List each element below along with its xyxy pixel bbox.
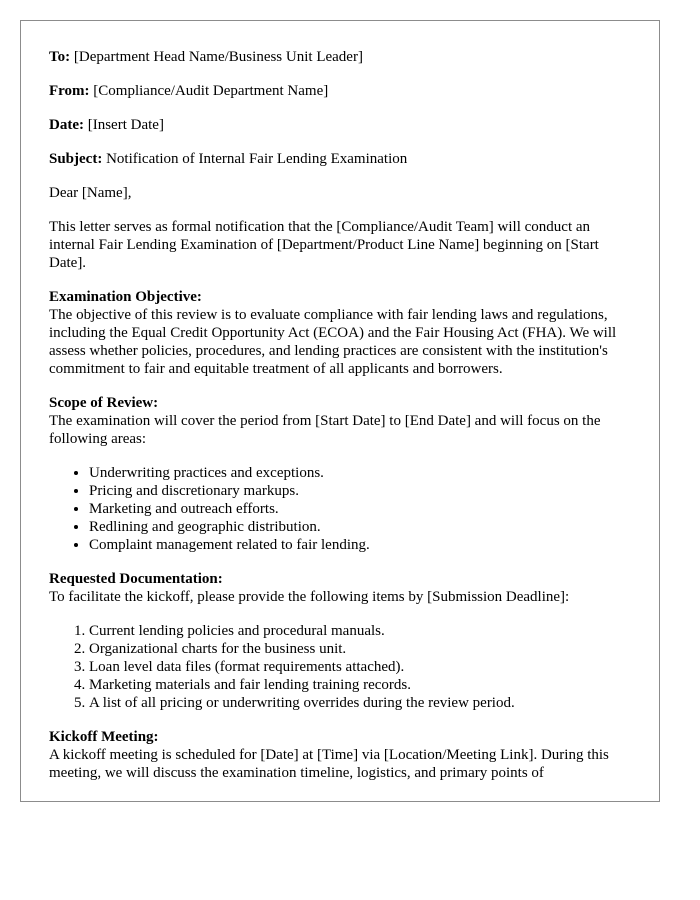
memo-date-line <box>49 116 631 134</box>
list-item: • Redlining and geographic distribution. <box>89 518 631 536</box>
list-item: 4. Marketing materials and fair lending training records. <box>89 676 631 694</box>
memo-from-line <box>49 82 631 100</box>
list-item: • Complaint management related to fair lending. <box>89 536 631 554</box>
memo-to-value: [Department Head Name/Business Unit Leader] <box>73 49 363 65</box>
letter-content <box>21 21 659 782</box>
intro-paragraph: This letter serves as formal notification that the [Compliance/Audit Team] will conduct an internal Fair Lending Examination of [Department/Product Line Name] beginning on [Start Date]. <box>49 219 599 271</box>
list-item: • Marketing and outreach efforts. <box>89 500 631 518</box>
documentation-section <box>49 570 631 606</box>
scope-list <box>49 464 631 554</box>
documentation-title: Requested Documentation: <box>49 571 223 587</box>
memo-to-label: To: <box>49 49 71 65</box>
kickoff-title: Kickoff Meeting: <box>49 729 159 745</box>
scope-title: Scope of Review: <box>49 395 159 411</box>
list-item: 2. Organizational charts for the business unit. <box>89 640 631 658</box>
memo-subject-value: Notification of Internal Fair Lending Examination <box>106 151 408 167</box>
kickoff-text: A kickoff meeting is scheduled for [Date] at [Time] via [Location/Meeting Link]. During this meeting, we will discuss the examination timeline, logistics, and primary points of <box>49 747 609 781</box>
list-item: • Underwriting practices and exceptions. <box>89 464 631 482</box>
objective-title: Examination Objective: <box>49 289 202 305</box>
objective-text: The objective of this review is to evaluate compliance with fair lending laws and regulations, including the Equal Credit Opportunity Act (ECOA) and the Fair Housing Act (FHA). We will assess whether policies, procedures, and lending practices are consistent with the institution's commitment to fair and equitable treatment of all applicants and borrowers. <box>49 307 617 377</box>
list-item: 1. Current lending policies and procedural manuals. <box>89 622 631 640</box>
memo-date-value: [Insert Date] <box>87 117 164 133</box>
memo-date-label: Date: <box>49 117 84 133</box>
memo-subject-line <box>49 150 631 168</box>
list-item: 5. A list of all pricing or underwriting overrides during the review period. <box>89 694 631 712</box>
memo-from-value: [Compliance/Audit Department Name] <box>93 83 329 99</box>
documentation-list <box>49 622 631 712</box>
memo-subject-label: Subject: <box>49 151 103 167</box>
scope-section <box>49 394 631 448</box>
memo-from-label: From: <box>49 83 90 99</box>
kickoff-section <box>49 728 631 782</box>
documentation-text: To facilitate the kickoff, please provide the following items by [Submission Deadline]: <box>49 589 570 605</box>
scope-text: The examination will cover the period from [Start Date] to [End Date] and will focus on the following areas: <box>49 413 601 447</box>
letter-page <box>20 20 660 802</box>
memo-to-line <box>49 48 631 66</box>
list-item: 3. Loan level data files (format requirements attached). <box>89 658 631 676</box>
list-item: • Pricing and discretionary markups. <box>89 482 631 500</box>
salutation: Dear [Name], <box>49 185 132 201</box>
objective-section <box>49 288 631 378</box>
